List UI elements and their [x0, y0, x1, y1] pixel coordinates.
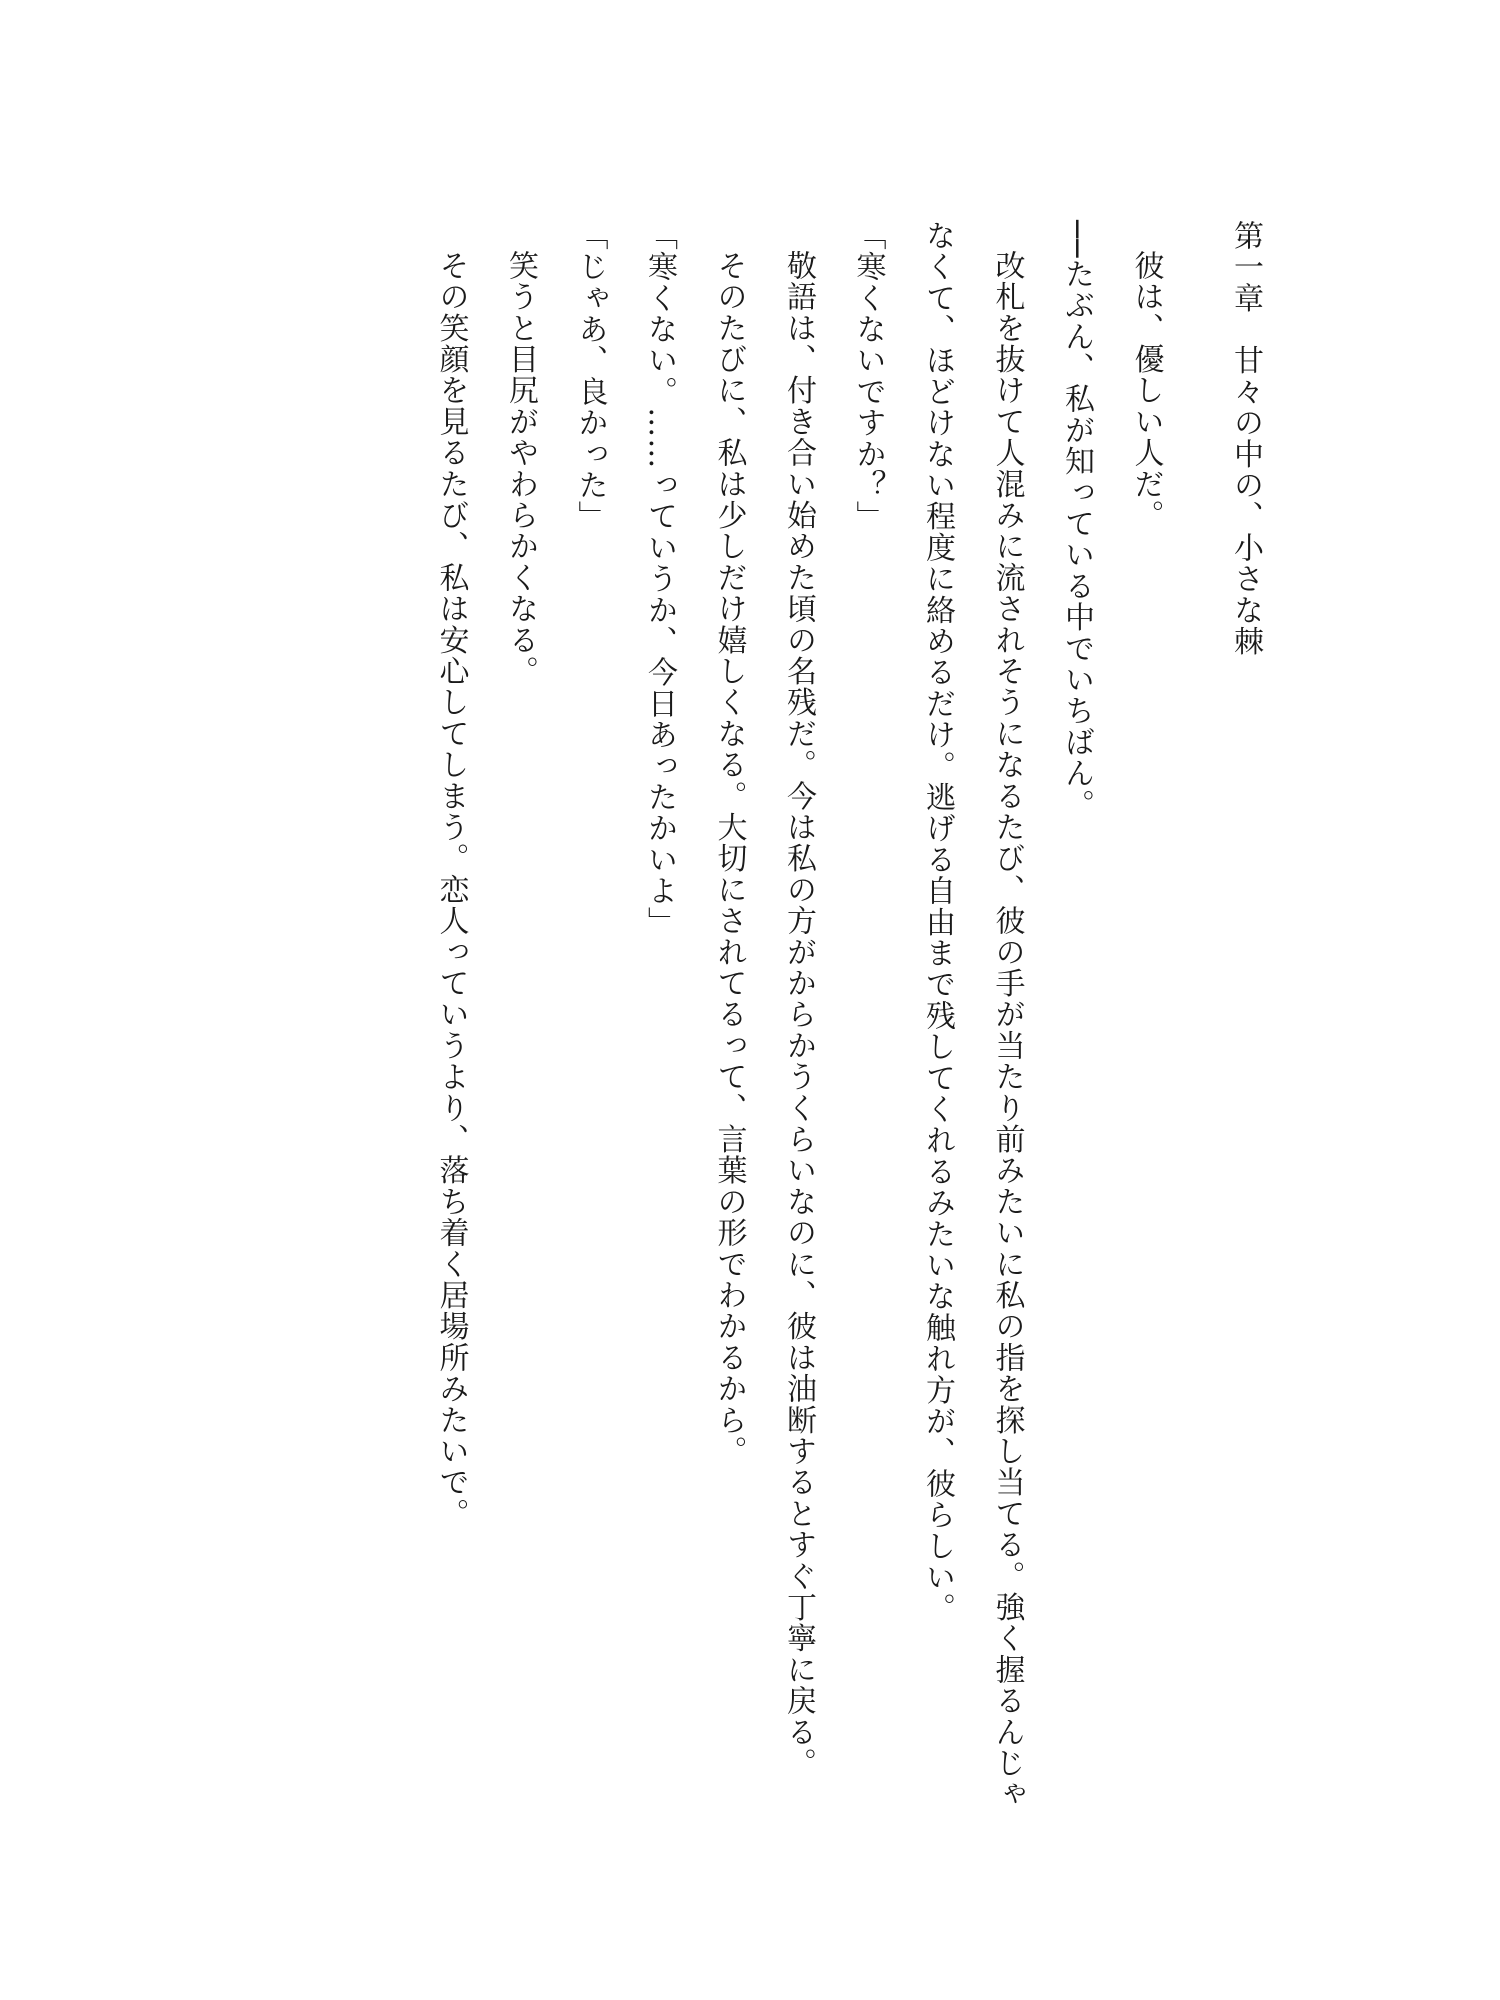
paragraph: 彼は、優しい人だ。: [1128, 250, 1164, 531]
title-spacer: [1181, 220, 1211, 1820]
dialogue-line: 「じゃあ、良かった」: [572, 220, 608, 532]
paragraph: 改札を抜けて人混みに流されそうになるたび、彼の手が当たり前みたいに私の指を探し当てる。強く握るんじゃなくて、ほどけない程度に絡めるだけ。逃げる自由まで残してくれるみたいな触れ方が、彼らしい。: [920, 220, 1025, 1810]
paragraph: そのたびに、私は少しだけ嬉しくなる。大切にされてるって、言葉の形でわかるから。: [711, 250, 747, 1467]
dialogue-line: 「寒くないですか？」: [850, 220, 886, 532]
paragraph: 笑うと目尻がやわらかくなる。: [503, 250, 538, 687]
vertical-text-body: [416, 220, 1280, 1820]
chapter-title: 第一章 甘々の中の、小さな棘: [1228, 220, 1263, 657]
paragraph: その笑顔を見るたび、私は安心してしまう。恋人っていうより、落ち着く居場所みたいで。: [433, 250, 469, 1530]
dialogue-line: 「寒くない。……っていうか、今日あったかいよ」: [642, 220, 677, 938]
paragraph: 敬語は、付き合い始めた頃の名残だ。今は私の方がからかうくらいなのに、彼は油断するとすぐ丁寧に戻る。: [781, 250, 816, 1779]
paragraph: ──たぶん、私が知っている中でいちばん。: [1059, 220, 1094, 821]
